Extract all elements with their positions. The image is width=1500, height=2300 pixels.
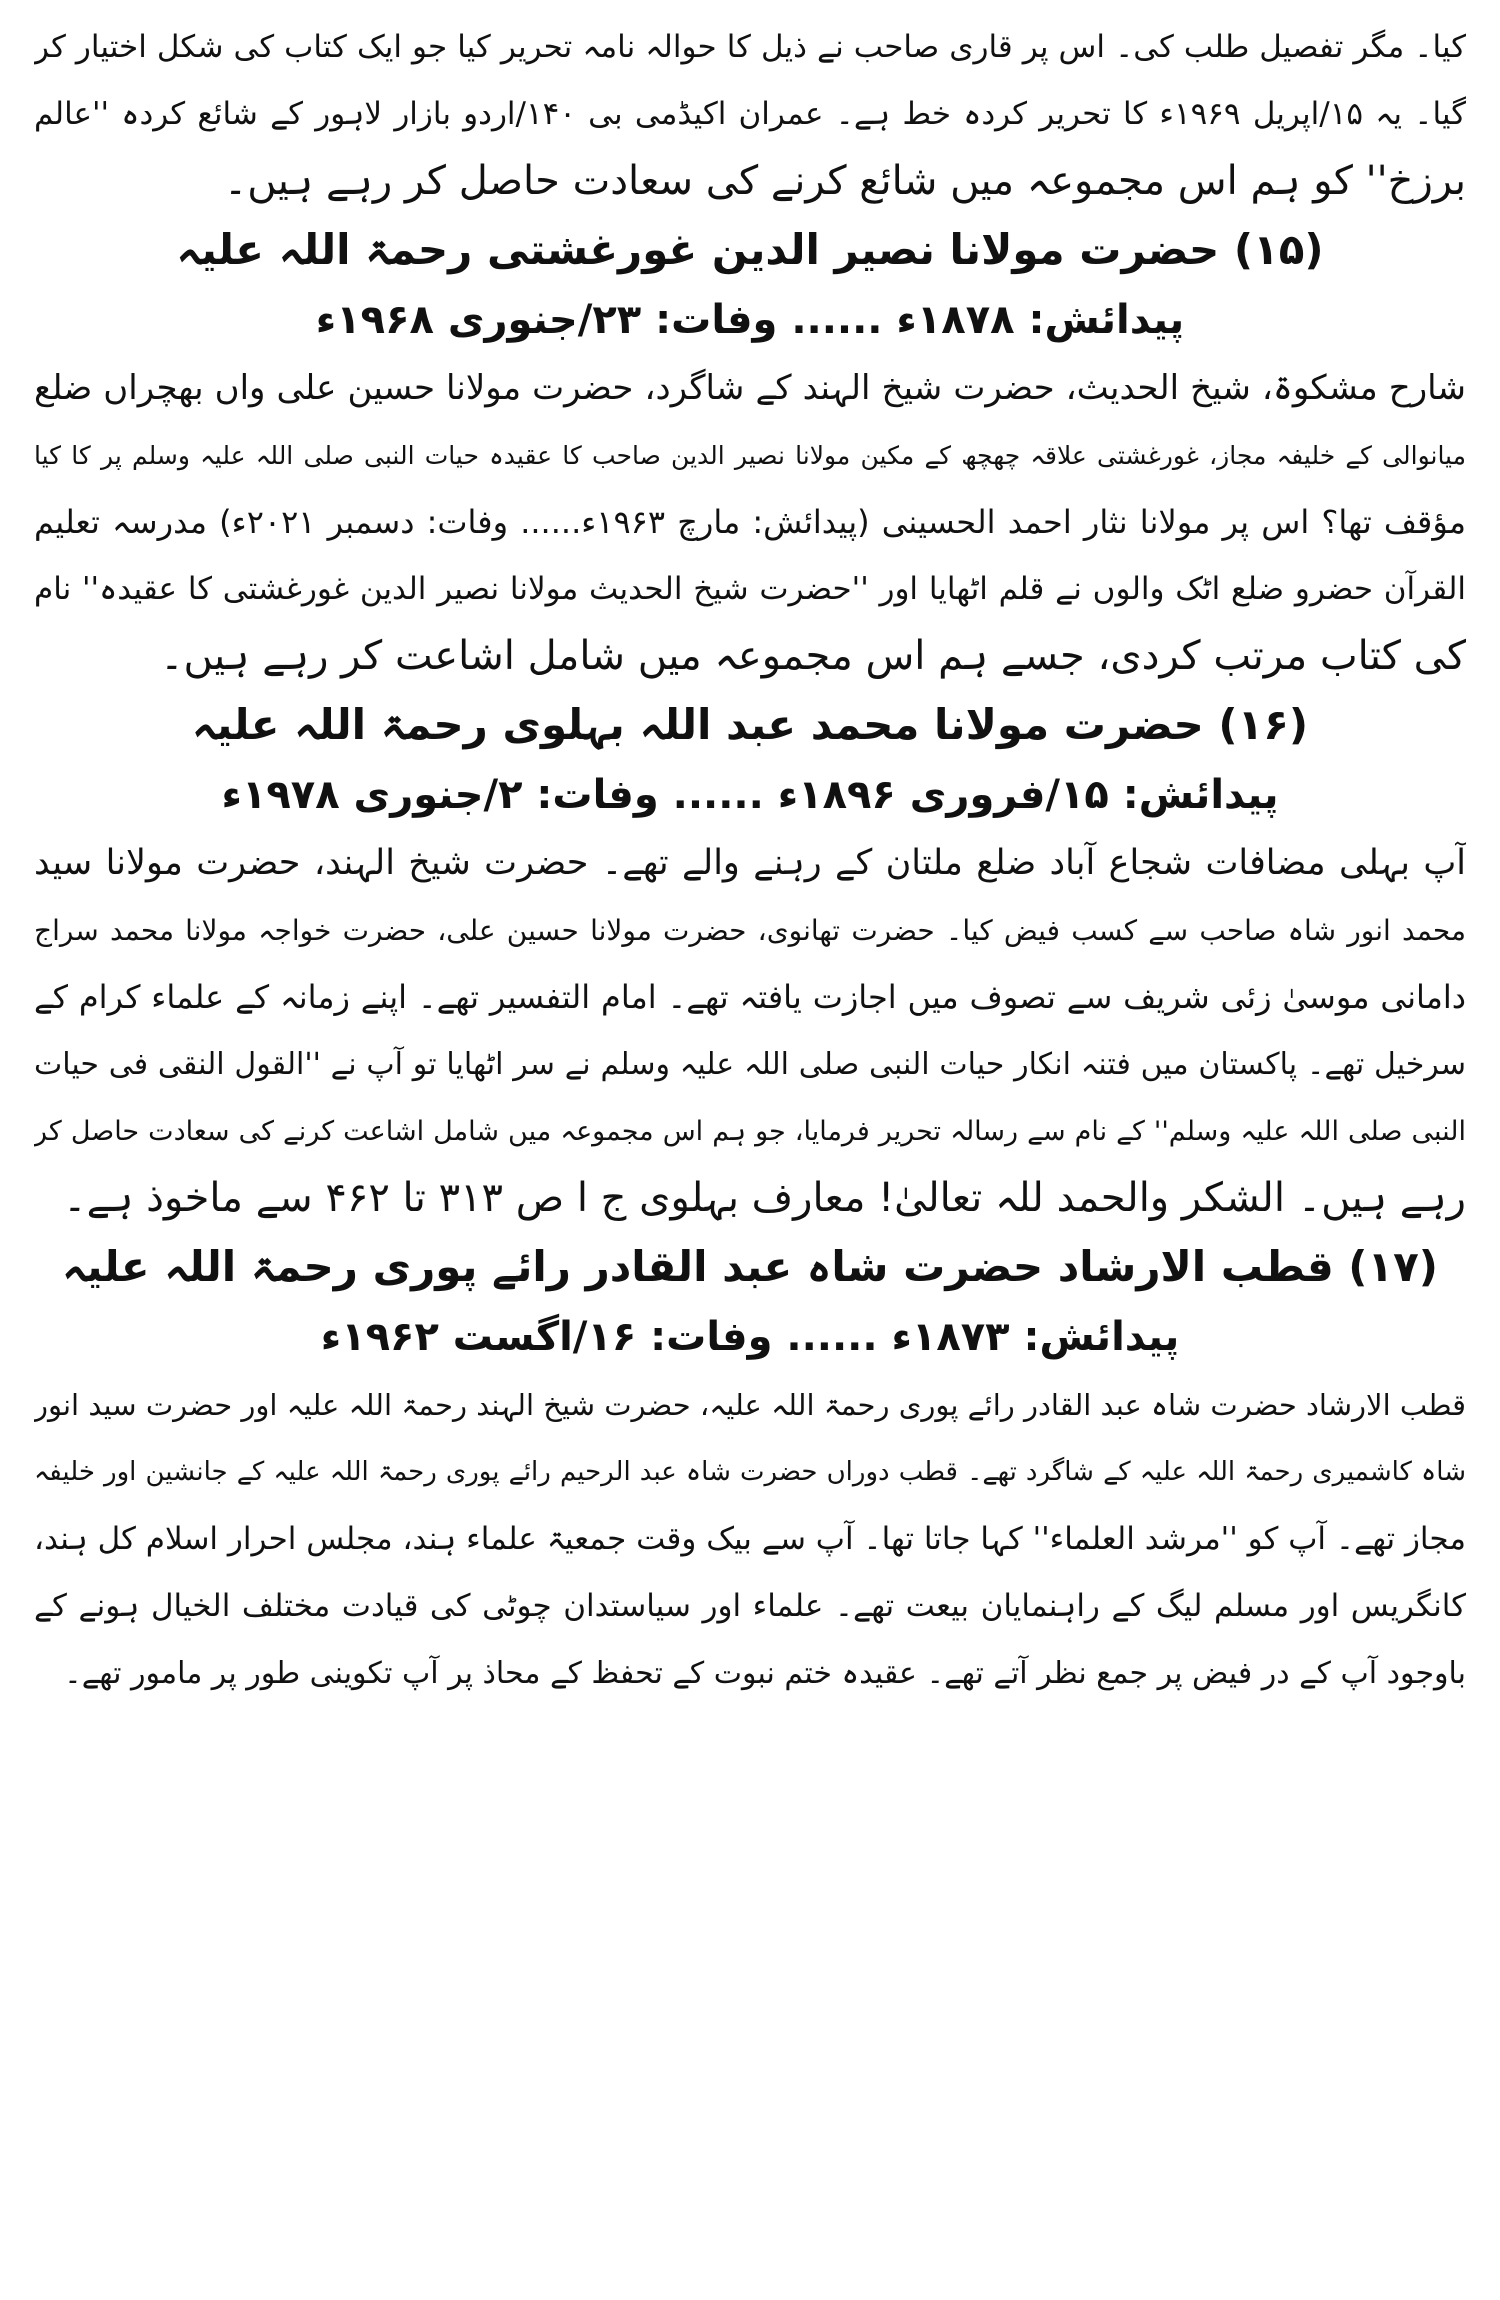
text-line: آپ بہلی مضافات شجاع آباد ضلع ملتان کے رہنے والے تھے۔ حضرت شیخ الہند، حضرت مولانا سید <box>34 843 1466 883</box>
text-line: شاہ کاشمیری رحمۃ اللہ علیہ کے شاگرد تھے۔ قطب دوراں حضرت شاہ عبد الرحیم رائے پوری رحمۃ اللہ علیہ کے جانشین اور خلیفہ <box>34 1457 1466 1487</box>
text-line: محمد انور شاہ صاحب سے کسب فیض کیا۔ حضرت تھانوی، حضرت مولانا حسین علی، حضرت خواجہ مولانا محمد سراج <box>34 914 1466 947</box>
section-16 <box>34 690 1466 1232</box>
text-line: القرآن حضرو ضلع اٹک والوں نے قلم اٹھایا اور ''حضرت شیخ الحدیث مولانا نصیر الدین غورغشتی کا عقیدہ'' نام <box>34 571 1466 607</box>
section-heading: (۱۶) حضرت مولانا محمد عبد اللہ بہلوی رحمۃ اللہ علیہ <box>191 700 1309 749</box>
section-dates: پیدائش: ۱۸۷۸ء ...... وفات: ۲۳/جنوری ۱۹۶۸ء <box>315 297 1185 343</box>
section-15 <box>34 215 1466 690</box>
section-17 <box>34 1232 1466 1707</box>
intro-paragraph <box>34 14 1466 215</box>
section-paragraph <box>34 355 1466 690</box>
section-paragraph <box>34 830 1466 1232</box>
section-dates: پیدائش: ۱۵/فروری ۱۸۹۶ء ...... وفات: ۲/جنوری ۱۹۷۸ء <box>221 772 1279 818</box>
text-line: سرخیل تھے۔ پاکستان میں فتنہ انکار حیات النبی صلی اللہ علیہ وسلم نے سر اٹھایا تو آپ نے ''القول النقی فی حیات <box>34 1047 1466 1082</box>
text-line: مؤقف تھا؟ اس پر مولانا نثار احمد الحسینی (پیدائش: مارچ ۱۹۶۳ء...... وفات: دسمبر ۲۰۲۱ء) مدرسہ تعلیم <box>34 503 1466 541</box>
section-heading: (۱۷) قطب الارشاد حضرت شاہ عبد القادر رائے پوری رحمۃ اللہ علیہ <box>62 1242 1438 1291</box>
text-line: شارح مشکوۃ، شیخ الحدیث، حضرت شیخ الہند کے شاگرد، حضرت مولانا حسین علی واں بھچراں ضلع <box>34 368 1466 408</box>
text-line: کانگریس اور مسلم لیگ کے راہنمایان بیعت تھے۔ علماء اور سیاستدان چوٹی کی قیادت مختلف الخیال ہونے کے <box>34 1588 1466 1624</box>
text-line: برزخ'' کو ہم اس مجموعہ میں شائع کرنے کی سعادت حاصل کر رہے ہیں۔ <box>223 158 1466 204</box>
text-line: قطب الارشاد حضرت شاہ عبد القادر رائے پوری رحمۃ اللہ علیہ، حضرت شیخ الہند رحمۃ اللہ علیہ اور حضرت سید انور <box>34 1388 1466 1422</box>
section-paragraph <box>34 1372 1466 1707</box>
text-line: میانوالی کے خلیفہ مجاز، غورغشتی علاقہ چھچھ کے مکین مولانا نصیر الدین صاحب کا عقیدہ حیات النبی صلی اللہ علیہ وسلم پر کا کیا <box>34 441 1466 470</box>
text-line: دامانی موسیٰ زئی شریف سے تصوف میں اجازت یافتہ تھے۔ امام التفسیر تھے۔ اپنے زمانہ کے علماء کرام کے <box>34 978 1466 1016</box>
section-dates: پیدائش: ۱۸۷۳ء ...... وفات: ۱۶/اگست ۱۹۶۲ء <box>320 1314 1180 1360</box>
text-line: النبی صلی اللہ علیہ وسلم'' کے نام سے رسالہ تحریر فرمایا، جو ہم اس مجموعہ میں شامل اشاعت کرنے کی سعادت حاصل کر <box>34 1116 1466 1147</box>
text-line: رہے ہیں۔ الشکر والحمد للہ تعالیٰ! معارف بہلوی ج ا ص ۳۱۳ تا ۴۶۲ سے ماخوذ ہے۔ <box>63 1175 1466 1221</box>
section-heading: (۱۵) حضرت مولانا نصیر الدین غورغشتی رحمۃ اللہ علیہ <box>176 225 1324 274</box>
text-line: مجاز تھے۔ آپ کو ''مرشد العلماء'' کہا جاتا تھا۔ آپ سے بیک وقت جمعیۃ علماء ہند، مجلس احرار اسلام کل ہند، <box>34 1521 1466 1557</box>
text-line: کیا۔ مگر تفصیل طلب کی۔ اس پر قاری صاحب نے ذیل کا حوالہ نامہ تحریر کیا جو ایک کتاب کی شکل اختیار کر <box>34 29 1466 65</box>
text-line: کی کتاب مرتب کردی، جسے ہم اس مجموعہ میں شامل اشاعت کر رہے ہیں۔ <box>160 633 1466 679</box>
text-line: گیا۔ یہ ۱۵/اپریل ۱۹۶۹ء کا تحریر کردہ خط ہے۔ عمران اکیڈمی بی ۱۴۰/اردو بازار لاہور کے شائع کردہ ''عالم <box>34 96 1466 132</box>
text-line: باوجود آپ کے در فیض پر جمع نظر آتے تھے۔ عقیدہ ختم نبوت کے تحفظ کے محاذ پر آپ تکوینی طور پر مامور تھے۔ <box>64 1656 1466 1691</box>
